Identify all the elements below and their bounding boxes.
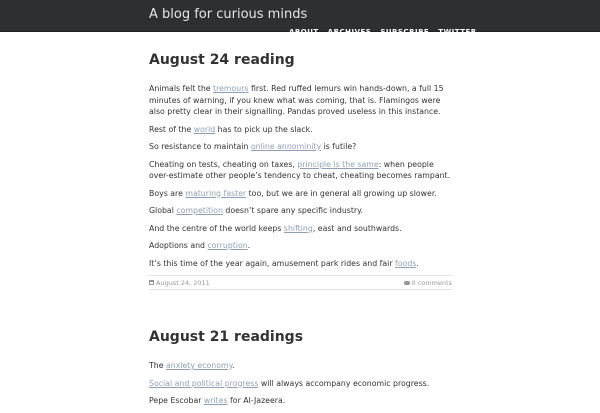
text: will always accompany economic progress. xyxy=(258,378,430,388)
post-comments[interactable] xyxy=(404,279,452,287)
post-august-24 xyxy=(149,50,452,290)
nav-about[interactable]: ABOUT xyxy=(289,28,319,36)
text: So resistance to maintain xyxy=(149,142,251,151)
main-content xyxy=(149,50,452,413)
text: for Al-Jazeera. xyxy=(227,396,286,405)
paragraph xyxy=(149,83,452,118)
paragraph xyxy=(149,258,452,270)
text: , east and southwards. xyxy=(312,223,402,233)
site-title[interactable]: A blog for curious minds xyxy=(149,7,308,22)
paragraph xyxy=(149,360,452,372)
text: . xyxy=(247,241,251,250)
site-header xyxy=(0,0,600,36)
link-foods[interactable]: foods xyxy=(395,258,417,268)
link-writes[interactable]: writes xyxy=(203,396,228,405)
paragraph xyxy=(149,205,452,217)
paragraph xyxy=(149,240,452,252)
calendar-icon xyxy=(149,280,154,285)
paragraph xyxy=(149,395,452,407)
text: doesn’t spare any specific industry. xyxy=(222,206,364,215)
post-meta xyxy=(149,275,452,290)
paragraph xyxy=(149,223,452,235)
post-date-text: August 24, 2011 xyxy=(156,278,210,287)
nav-twitter[interactable]: TWITTER xyxy=(438,28,477,36)
post-date[interactable] xyxy=(149,279,210,287)
link-maturing-faster[interactable]: maturing faster xyxy=(185,188,247,198)
text: . xyxy=(232,361,235,370)
text: Pepe Escobar xyxy=(149,396,204,405)
text: The xyxy=(149,361,166,370)
text: Adoptions and xyxy=(149,241,208,250)
post-title[interactable]: August 24 reading xyxy=(149,52,295,68)
text: has to pick up the slack. xyxy=(215,124,313,134)
link-corruption[interactable]: corruption xyxy=(207,241,248,250)
post-august-21 xyxy=(149,327,452,407)
link-social-political-progress[interactable]: Social and political progress xyxy=(149,378,259,388)
text: Cheating on tests, cheating on taxes, xyxy=(149,159,298,169)
post-body xyxy=(149,360,452,407)
paragraph xyxy=(149,159,452,182)
post-comments-text: 0 comments xyxy=(411,278,452,287)
link-tremours[interactable]: tremours xyxy=(213,84,249,93)
nav-archives[interactable]: ARCHIVES xyxy=(327,28,372,36)
paragraph xyxy=(149,188,452,200)
text: first. Red ruffed lemurs win hands-down, a full 15 minutes of warning, if you knew what was coming, that is. Flamingos were also pretty clear in their signalling. Pandas proved useless in this instance. xyxy=(149,84,444,116)
text: is futile? xyxy=(321,142,357,151)
post-body xyxy=(149,83,452,269)
link-shifting[interactable]: shifting xyxy=(283,223,313,233)
link-online-annominity[interactable]: online annominity xyxy=(250,142,322,151)
text: And the centre of the world keeps xyxy=(149,223,284,233)
text: Boys are xyxy=(149,188,186,198)
link-anxiety-economy[interactable]: anxiety economy xyxy=(165,361,233,370)
post-title[interactable]: August 21 readings xyxy=(149,329,304,345)
text: too, but we are in general all growing up slower. xyxy=(246,188,437,198)
text: . xyxy=(416,258,419,268)
nav-subscribe[interactable]: SUBSCRIBE xyxy=(380,28,430,36)
paragraph xyxy=(149,141,452,153)
text: Animals felt the xyxy=(149,84,214,93)
paragraph xyxy=(149,124,452,136)
text: : when people over-estimate other people’s tendency to cheat, cheating becomes rampant. xyxy=(149,159,451,180)
comment-icon xyxy=(404,281,410,285)
link-competition[interactable]: competition xyxy=(176,206,223,215)
main-nav xyxy=(289,28,477,36)
paragraph xyxy=(149,378,452,390)
link-principle[interactable]: principle is the same xyxy=(297,159,379,169)
link-world[interactable]: world xyxy=(193,124,216,134)
text: Global xyxy=(149,206,177,215)
text: Rest of the xyxy=(149,124,194,134)
text: It’s this time of the year again, amusement park rides and fair xyxy=(149,258,396,268)
